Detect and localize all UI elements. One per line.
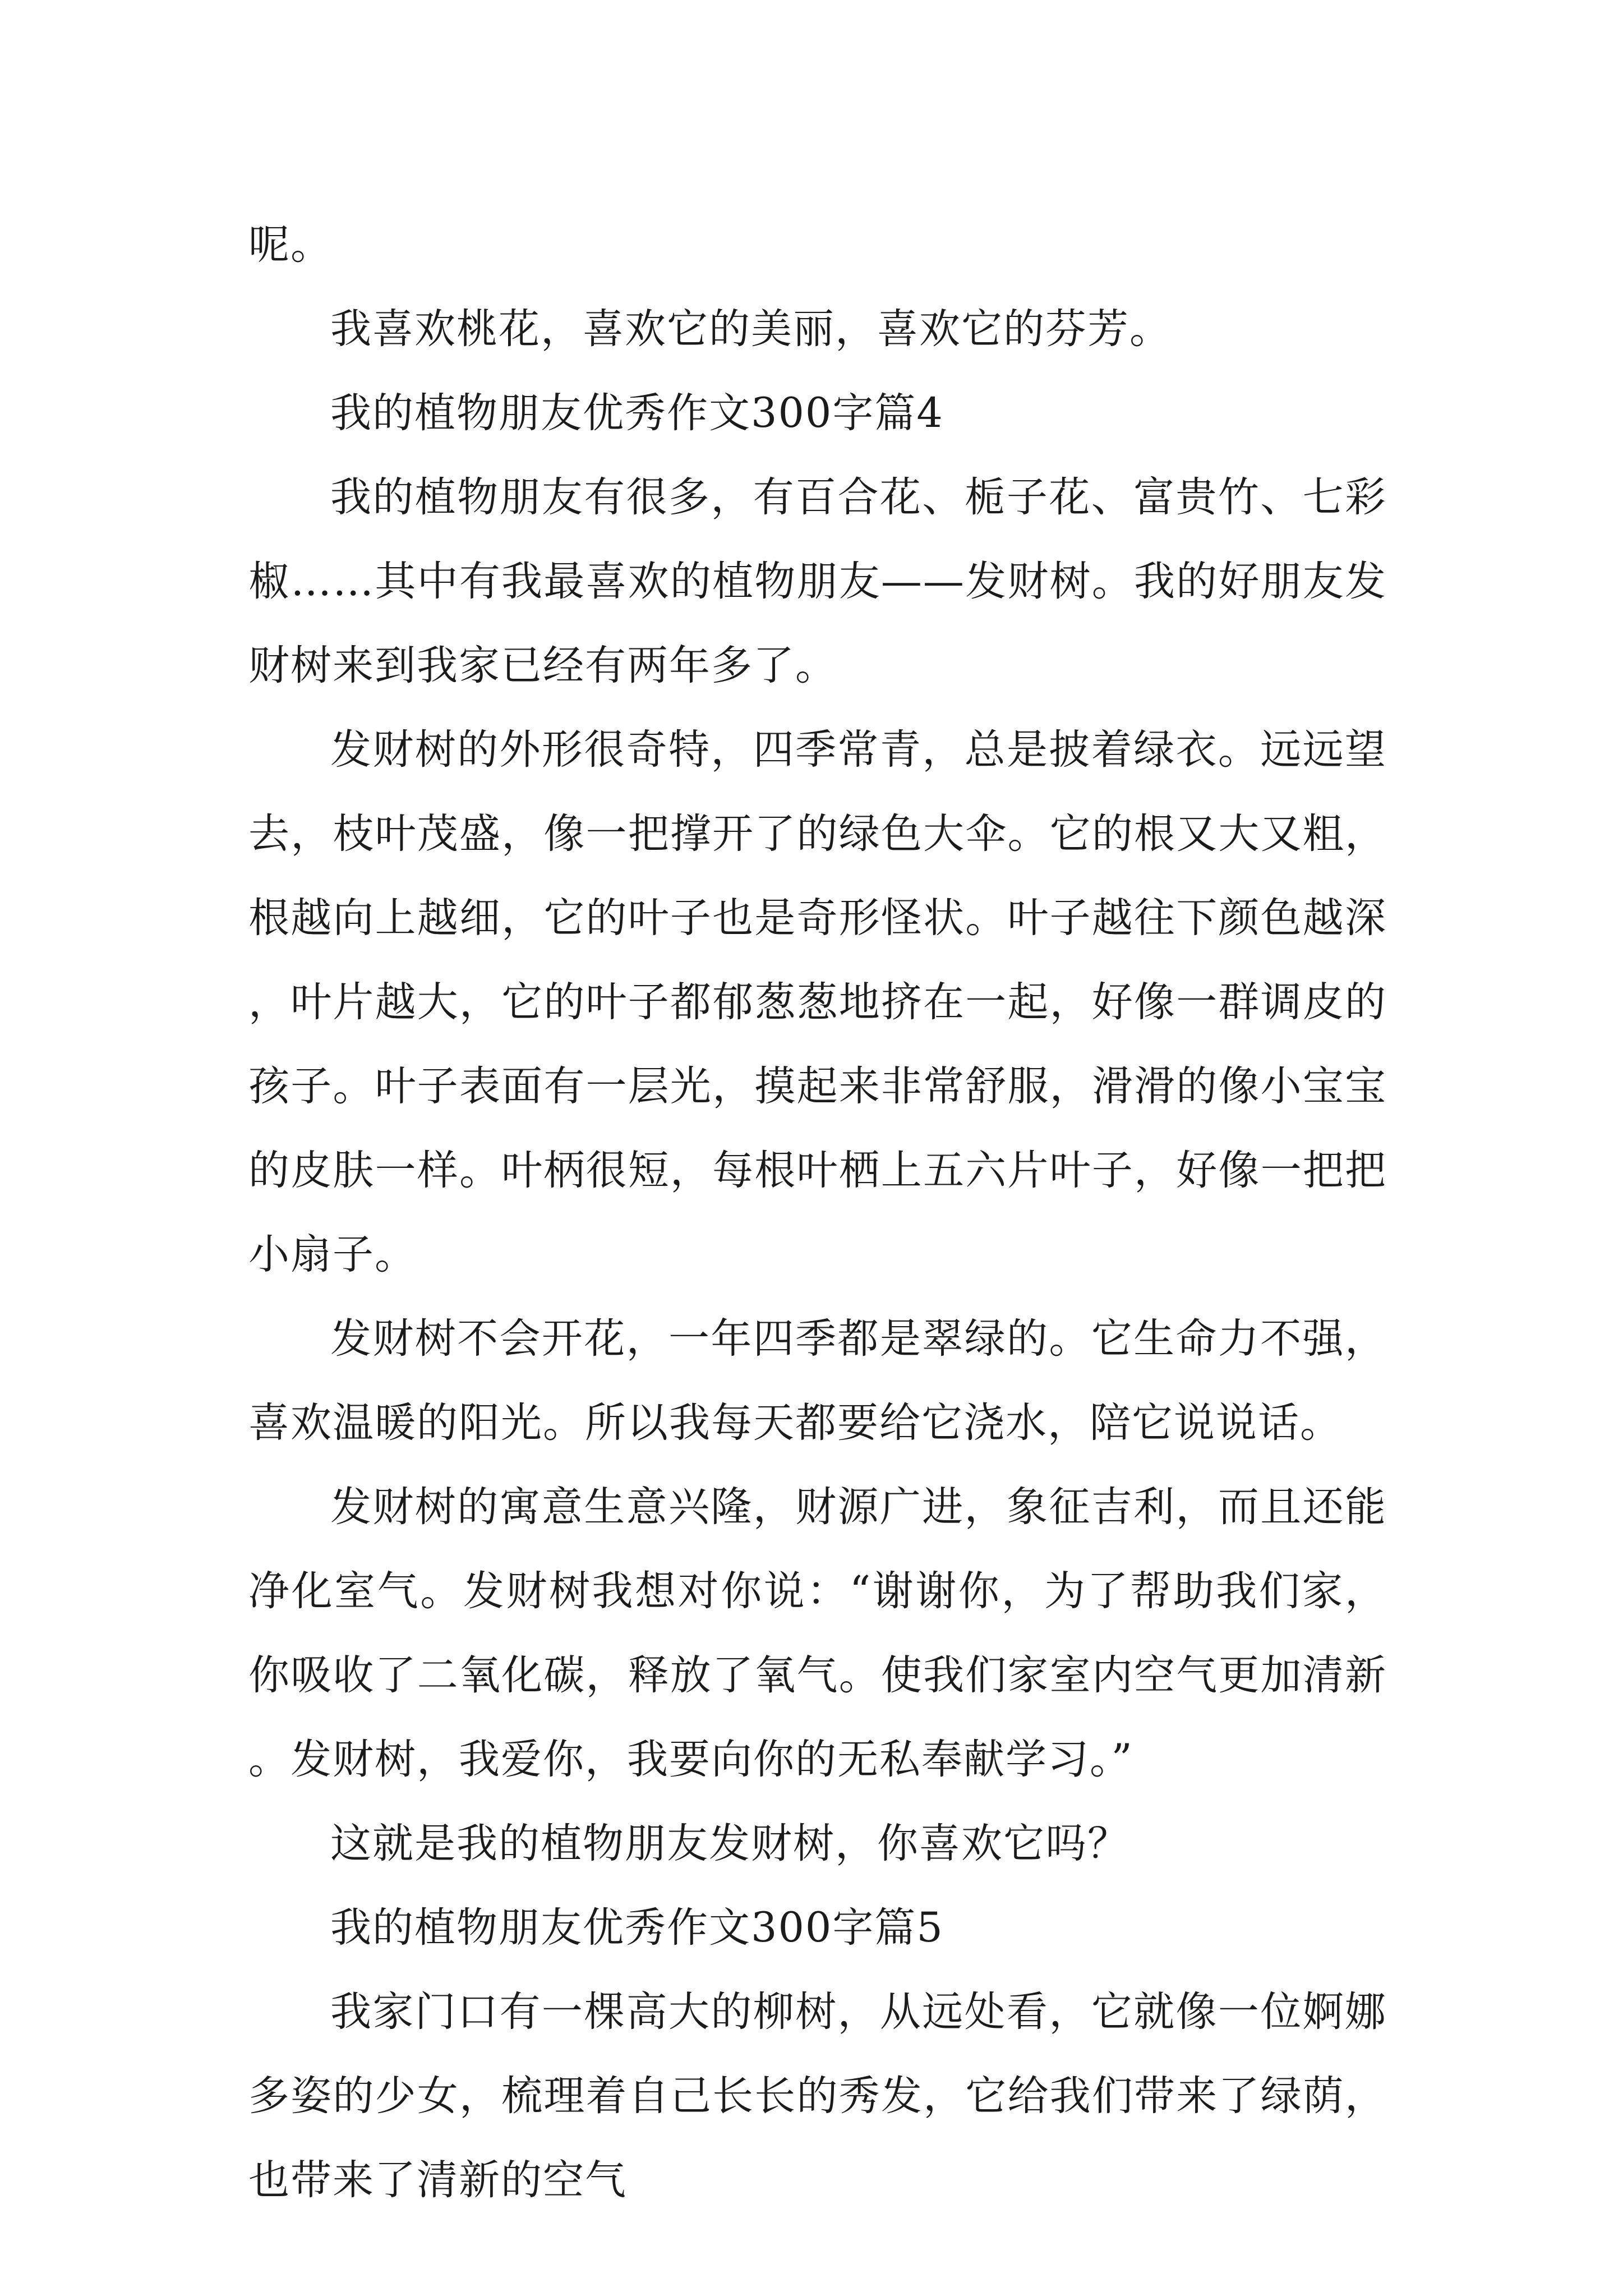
paragraph: 发财树的外形很奇特，四季常青，总是披着绿衣。远远望去，枝叶茂盛，像一把撑开了的绿色大伞。它的根又大又粗，根越向上越细，它的叶子也是奇形怪状。叶子越往下颜色越深，叶片越大，它的叶子都郁葱葱地挤在一起，好像一群调皮的孩子。叶子表面有一层光，摸起来非常舒服，滑滑的像小宝宝的皮肤一样。叶柄很短，每根叶栖上五六片叶子，好像一把把小扇子。 xyxy=(248,726,1387,1278)
paragraph-continuation: 呢。 xyxy=(248,221,333,269)
paragraph: 我家门口有一棵高大的柳树，从远处看，它就像一位婀娜多姿的少女，梳理着自己长长的秀发，它给我们带来了绿荫，也带来了清新的空气 xyxy=(248,1988,1387,2204)
paragraph: 我喜欢桃花，喜欢它的美丽，喜欢它的芬芳。 xyxy=(330,305,1172,353)
paragraph: 这就是我的植物朋友发财树，你喜欢它吗？ xyxy=(330,1820,1129,1867)
section-heading-4: 我的植物朋友优秀作文300字篇4 xyxy=(330,389,944,437)
section-heading-5: 我的植物朋友优秀作文300字篇5 xyxy=(330,1904,944,1952)
paragraph: 发财树不会开花，一年四季都是翠绿的。它生命力不强，喜欢温暖的阳光。所以我每天都要给它浇水，陪它说说话。 xyxy=(248,1315,1387,1447)
document-body xyxy=(248,203,1387,2223)
paragraph: 发财树的寓意生意兴隆，财源广进，象征吉利，而且还能净化室气。发财树我想对你说：“谢谢你，为了帮助我们家，你吸收了二氧化碳，释放了氧气。使我们家室内空气更加清新。发财树，我爱你，我要向你的无私奉献学习。” xyxy=(248,1483,1387,1783)
paragraph: 我的植物朋友有很多，有百合花、栀子花、富贵竹、七彩椒……其中有我最喜欢的植物朋友——发财树。我的好朋友发财树来到我家已经有两年多了。 xyxy=(248,473,1387,689)
